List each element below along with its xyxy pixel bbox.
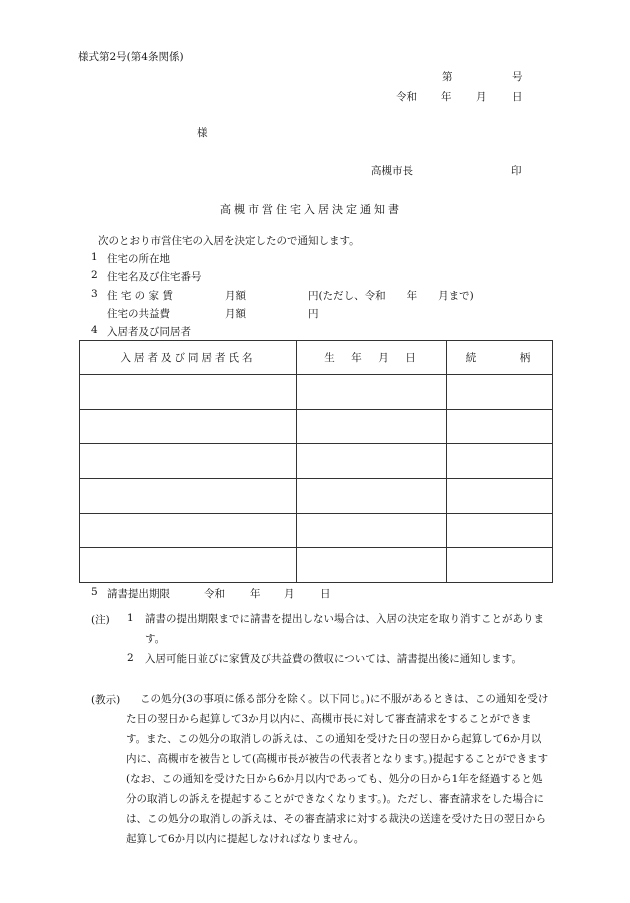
deadline-year: 年 bbox=[250, 588, 261, 600]
birthdate-cell[interactable] bbox=[297, 375, 447, 410]
note2-number: 2 bbox=[127, 652, 134, 664]
members-table-header-row bbox=[80, 341, 553, 375]
birthdate-cell[interactable] bbox=[297, 444, 447, 479]
birthdate-cell[interactable] bbox=[297, 409, 447, 444]
item5-number: 5 bbox=[91, 586, 98, 598]
name-cell[interactable] bbox=[80, 375, 297, 410]
deadline-month: 月 bbox=[284, 588, 295, 600]
table-row bbox=[80, 375, 553, 410]
item3-number: 3 bbox=[91, 288, 98, 300]
doc-number-prefix: 第 bbox=[442, 71, 453, 83]
relationship-cell[interactable] bbox=[447, 478, 553, 513]
rent-label: 住 宅 の 家 賃 bbox=[107, 290, 173, 302]
relationship-cell[interactable] bbox=[447, 444, 553, 479]
name-cell[interactable] bbox=[80, 513, 297, 548]
note1-number: 1 bbox=[127, 612, 134, 624]
item4-label: 入居者及び同居者 bbox=[107, 326, 191, 338]
birthdate-cell[interactable] bbox=[297, 513, 447, 548]
date-year: 年 bbox=[441, 91, 452, 103]
date-day: 日 bbox=[512, 91, 523, 103]
addressee-suffix: 様 bbox=[197, 127, 208, 139]
name-cell[interactable] bbox=[80, 409, 297, 444]
name-cell[interactable] bbox=[80, 548, 297, 583]
rent-monthly-label: 月額 bbox=[225, 290, 246, 302]
header-name: 入居者及び同居者氏名 bbox=[80, 341, 297, 375]
item2-number: 2 bbox=[91, 269, 98, 281]
note1-text: 請書の提出期限までに請書を提出しない場合は、入居の決定を取り消すことがあります。 bbox=[145, 613, 544, 645]
document-title: 高槻市営住宅入居決定通知書 bbox=[220, 203, 402, 216]
relationship-cell[interactable] bbox=[447, 548, 553, 583]
doc-number-suffix: 号 bbox=[512, 71, 523, 83]
header-birthdate: 生 年 月 日 bbox=[297, 341, 447, 375]
deadline-day: 日 bbox=[320, 588, 331, 600]
note2-text: 入居可能日並びに家賃及び共益費の徴収については、請書提出後に通知します。 bbox=[145, 653, 522, 665]
birthdate-cell[interactable] bbox=[297, 478, 447, 513]
deadline-era: 令和 bbox=[204, 588, 225, 600]
table-row bbox=[80, 478, 553, 513]
issuer-title: 高槻市長 bbox=[371, 165, 413, 177]
relationship-cell[interactable] bbox=[447, 409, 553, 444]
instruction-label: (教示) bbox=[91, 694, 121, 706]
rent-unit-text: 円(ただし、令和 年 月まで) bbox=[308, 290, 474, 302]
relationship-cell[interactable] bbox=[447, 375, 553, 410]
table-row bbox=[80, 444, 553, 479]
table-row bbox=[80, 513, 553, 548]
seal-mark: 印 bbox=[511, 165, 522, 177]
relationship-cell[interactable] bbox=[447, 513, 553, 548]
date-era: 令和 bbox=[396, 91, 417, 103]
birthdate-cell[interactable] bbox=[297, 548, 447, 583]
item4-number: 4 bbox=[91, 324, 98, 336]
common-fee-unit: 円 bbox=[308, 308, 319, 320]
item5-label: 請書提出期限 bbox=[107, 588, 170, 600]
members-table bbox=[79, 340, 553, 583]
table-row bbox=[80, 409, 553, 444]
form-label: 様式第2号(第4条関係) bbox=[78, 51, 184, 63]
name-cell[interactable] bbox=[80, 444, 297, 479]
intro-text: 次のとおり市営住宅の入居を決定したので通知します。 bbox=[98, 235, 360, 247]
common-fee-monthly-label: 月額 bbox=[225, 308, 246, 320]
date-month: 月 bbox=[476, 91, 487, 103]
common-fee-label: 住宅の共益費 bbox=[107, 308, 170, 320]
item2-label: 住宅名及び住宅番号 bbox=[107, 271, 202, 283]
item1-label: 住宅の所在地 bbox=[107, 253, 170, 265]
item1-number: 1 bbox=[91, 251, 98, 263]
instruction-text: この処分(3の事項に係る部分を除く。以下同じ。)に不服があるときは、この通知を受けた日の翌日から起算して3か月以内に、高槻市長に対して審査請求をすることができます。また、この処分の取消しの訴えは、この通知を受けた日の翌日から起算して6か月以内に、高槻市を被告として(高槻市長が被告の代表者となります。)提起することができます(なお、この通知を受けた日から6か月以内であっても、処分の日から1年を経過すると処分の取消しの訴えを提起することができなくなります。)。ただし、審査請求をした場合には、この処分の取消しの訴えは、その審査請求に対する裁決の送達を受けた日の翌日から起算して6か月以内に提起しなければなりません。 bbox=[126, 693, 549, 845]
table-row bbox=[80, 548, 553, 583]
header-relationship: 続 柄 bbox=[447, 341, 553, 375]
name-cell[interactable] bbox=[80, 478, 297, 513]
notes-label: (注) bbox=[91, 614, 110, 626]
